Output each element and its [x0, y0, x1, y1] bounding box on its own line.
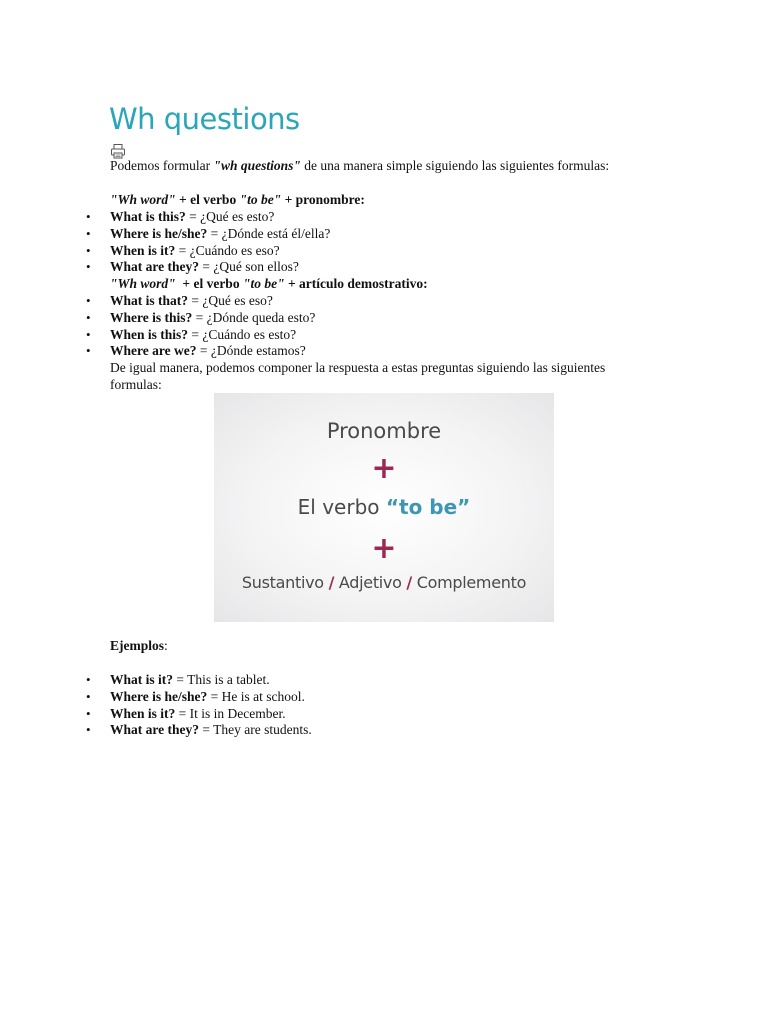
formula-term: "to be"	[242, 276, 285, 291]
plus-sign: +	[371, 451, 397, 486]
question: What are they?	[110, 722, 199, 738]
question: Where is this?	[110, 309, 193, 325]
answer: = It is in December.	[175, 705, 286, 721]
examples-heading	[110, 638, 168, 655]
answer: = ¿Dónde estamos?	[196, 343, 306, 359]
question-list-1	[110, 209, 330, 276]
list-item	[110, 259, 330, 276]
formula-term: "to be"	[239, 192, 282, 207]
intro-paragraph	[110, 158, 640, 175]
question: What are they?	[110, 259, 199, 275]
answer: = They are students.	[199, 722, 312, 738]
formula-term: + artículo demostrativo:	[284, 276, 428, 291]
list-item	[110, 226, 330, 243]
question: When is it?	[110, 705, 176, 721]
examples-label: Ejemplos	[110, 638, 164, 653]
answer: = ¿Cuándo es esto?	[188, 326, 297, 342]
page-title: Wh questions	[109, 102, 300, 136]
answer: = This is a tablet.	[173, 672, 270, 687]
diagram-verb-text: El verbo	[297, 495, 386, 519]
formula-term: "Wh word"	[110, 276, 176, 291]
formula-heading-1	[110, 192, 640, 209]
example-list	[110, 672, 312, 739]
intro-text-end: de una manera simple siguiendo las siguientes formulas:	[300, 158, 610, 173]
answer: = ¿Dónde está él/ella?	[207, 225, 331, 241]
intro-emphasis: "wh questions"	[213, 158, 301, 173]
answer: = ¿Qué es esto?	[185, 209, 275, 224]
list-item	[110, 243, 330, 260]
slash-separator: /	[328, 573, 335, 592]
question: What is this?	[110, 209, 186, 224]
formula-term: + pronombre:	[281, 192, 365, 207]
formula-heading-2	[110, 276, 640, 293]
question: What is that?	[110, 293, 189, 308]
question: Where are we?	[110, 343, 197, 359]
formula-term: "Wh word"	[110, 192, 176, 207]
list-item	[110, 689, 312, 706]
formula-term: + el verbo	[175, 192, 240, 207]
list-item	[110, 343, 315, 360]
list-item	[110, 209, 330, 226]
question: When is it?	[110, 242, 176, 258]
examples-colon: :	[164, 638, 168, 653]
question: Where is he/she?	[110, 225, 208, 241]
list-item	[110, 722, 312, 739]
answer: = ¿Cuándo es eso?	[175, 242, 280, 258]
diagram-to-be: “to be”	[385, 495, 471, 519]
list-item	[110, 706, 312, 723]
diagram-complement	[214, 573, 554, 592]
list-item	[110, 327, 315, 344]
question: When is this?	[110, 326, 189, 342]
printer-icon[interactable]	[110, 143, 126, 159]
diagram-adjective: Adjetivo	[338, 573, 402, 592]
answer-intro-paragraph: De igual manera, podemos componer la respuesta a estas preguntas siguiendo las siguientes formulas:	[110, 360, 606, 392]
question: Where is he/she?	[110, 688, 208, 704]
intro-text: Podemos formular	[110, 158, 214, 173]
answer: = ¿Qué es eso?	[188, 293, 273, 308]
answer: = ¿Dónde queda esto?	[192, 309, 316, 325]
slash-separator: /	[406, 573, 412, 592]
diagram-pronoun: Pronombre	[326, 419, 442, 443]
diagram-verb	[214, 495, 554, 519]
list-item	[110, 672, 312, 689]
list-item	[110, 293, 315, 310]
list-item	[110, 310, 315, 327]
question: What is it?	[110, 672, 174, 687]
diagram-complement-word: Complemento	[416, 573, 527, 592]
plus-sign: +	[371, 531, 397, 566]
formula-diagram	[214, 393, 554, 622]
answer: = ¿Qué son ellos?	[199, 259, 299, 275]
question-list-2	[110, 293, 315, 360]
answer: = He is at school.	[207, 688, 305, 704]
diagram-noun: Sustantivo	[241, 573, 324, 592]
formula-term: + el verbo	[175, 276, 243, 291]
